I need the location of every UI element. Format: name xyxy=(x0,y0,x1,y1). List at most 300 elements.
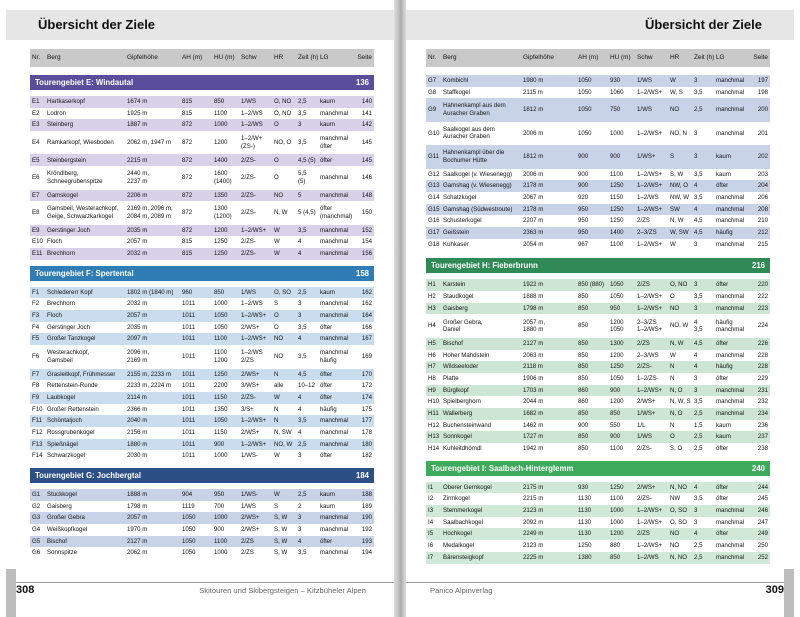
cell-hr: S, W xyxy=(274,537,288,545)
table-row xyxy=(30,201,374,224)
cell-schw: 1–2/WS xyxy=(637,193,659,201)
cell-gipfelhoehe: 1798 m xyxy=(127,502,148,510)
cell-hr: S, W xyxy=(274,549,288,557)
table-row xyxy=(30,236,374,248)
cell-hr: S, W xyxy=(670,170,684,178)
cell-hu: 550 xyxy=(610,421,621,429)
cell-gipfelhoehe: 1887 m xyxy=(127,121,148,129)
cell-lg: öfter xyxy=(716,483,729,491)
cell-hr: O, NO xyxy=(670,281,688,289)
cell-zeit: 4 xyxy=(694,530,698,538)
cell-ah: 860 xyxy=(578,386,589,394)
cell-hr: N xyxy=(274,417,279,425)
column-header-lg: LG xyxy=(320,54,329,62)
cell-ah: 1050 xyxy=(182,514,196,522)
cell-berg: Großer Tanzkogel xyxy=(47,335,96,343)
cell-berg: Gaisberg xyxy=(443,304,468,312)
cell-seite: 234 xyxy=(757,409,768,417)
table-row xyxy=(30,369,374,381)
cell-zeit: 3 xyxy=(694,77,698,85)
cell-schw: 1–2/WS+ xyxy=(637,205,663,213)
cell-hr: W xyxy=(274,452,280,460)
cell-ah: 872 xyxy=(182,191,193,199)
cell-hr: N, SW xyxy=(274,428,292,436)
cell-berg: Kombichl xyxy=(443,77,469,85)
cell-schw: 1–2/WS 2/ZS xyxy=(241,349,263,364)
cell-nr: H9 xyxy=(428,386,436,394)
cell-zeit: 3,5 xyxy=(298,109,307,117)
cell-ah: 1011 xyxy=(182,382,196,390)
cell-hu: 850 xyxy=(214,288,225,296)
cell-zeit: 5 (4,5) xyxy=(298,209,316,217)
cell-ah: 900 xyxy=(578,170,589,178)
cell-hr: W xyxy=(670,77,676,85)
cell-gipfelhoehe: 2035 m xyxy=(127,226,148,234)
cell-zeit: 3 xyxy=(298,121,302,129)
cell-gipfelhoehe: 2178 m xyxy=(523,205,544,213)
cell-nr: H10 xyxy=(428,398,440,406)
cell-gipfelhoehe: 2030 m xyxy=(127,452,148,460)
cell-nr: H6 xyxy=(428,351,436,359)
cell-schw: 1/WS+ xyxy=(637,409,656,417)
cell-nr: I7 xyxy=(428,553,434,561)
cell-nr: G9 xyxy=(428,106,437,114)
table-row xyxy=(30,501,374,513)
table-row xyxy=(30,392,374,404)
cell-ah: 1050 xyxy=(578,88,592,96)
cell-gipfelhoehe: 2169 m, 2096 m, 2084 m, 2089 m xyxy=(127,205,173,220)
cell-seite: 182 xyxy=(361,452,372,460)
column-header-s: Schw xyxy=(637,54,653,62)
cell-seite: 247 xyxy=(757,518,768,526)
cell-schw: 1–2/WS+ xyxy=(637,542,663,550)
cell-hu: 880 xyxy=(610,542,621,550)
cell-ah: 1130 xyxy=(578,530,592,538)
cell-hr: NO xyxy=(670,106,680,114)
cell-ah: 900 xyxy=(578,182,589,190)
table-row xyxy=(30,415,374,427)
cell-lg: häufig manchmal xyxy=(716,318,745,334)
cell-nr: E11 xyxy=(32,250,43,258)
cell-schw: 1/WS xyxy=(241,98,256,106)
cell-hu: 1300 (1200) xyxy=(214,205,232,220)
cell-berg: Weißkopfkogel xyxy=(47,526,88,534)
table-row xyxy=(426,338,770,350)
table-row xyxy=(30,547,374,559)
cell-berg: Steinberg xyxy=(47,121,74,129)
cell-seite: 150 xyxy=(361,209,372,217)
cell-zeit: 2,5 xyxy=(298,440,307,448)
cell-berg: Saalkogel aus dem Auracher Graben xyxy=(443,125,495,141)
cell-schw: 2/ZS- xyxy=(637,495,652,503)
cell-schw: 2–3/ZS xyxy=(637,229,657,237)
cell-seite: 146 xyxy=(361,174,372,182)
cell-seite: 197 xyxy=(757,77,768,85)
cell-berg: Floch xyxy=(47,312,62,320)
cell-hu: 1100 xyxy=(610,240,624,248)
cell-seite: 162 xyxy=(361,288,372,296)
cell-nr: E9 xyxy=(32,226,40,234)
cell-nr: G17 xyxy=(428,229,440,237)
cell-berg: Geißstein xyxy=(443,229,470,237)
cell-seite: 206 xyxy=(757,193,768,201)
cell-ah: 1380 xyxy=(578,553,592,561)
table-row xyxy=(426,482,770,494)
cell-seite: 249 xyxy=(757,530,768,538)
cell-hr: O, SO xyxy=(670,518,687,526)
cell-berg: Stuckkogel xyxy=(47,491,77,499)
cell-gipfelhoehe: 2363 m xyxy=(523,229,544,237)
cell-schw: 1/WS xyxy=(637,433,652,441)
table-row xyxy=(426,552,770,564)
cell-nr: E2 xyxy=(32,109,40,117)
cell-lg: manchmal xyxy=(320,226,349,234)
cell-lg: manchmal xyxy=(716,129,745,137)
cell-lg: öfter xyxy=(716,445,729,453)
cell-berg: Bürglkopf xyxy=(443,386,469,394)
cell-schw: 2/ZS xyxy=(637,281,650,289)
cell-gipfelhoehe: 1888 m xyxy=(523,293,544,301)
cell-lg: kaum xyxy=(716,170,731,178)
cell-seite: 174 xyxy=(361,393,372,401)
cell-gipfelhoehe: 2057 m, 1880 m xyxy=(523,318,546,334)
cell-zeit: 5 xyxy=(298,191,302,199)
cell-nr: G10 xyxy=(428,129,440,137)
table-spacer xyxy=(426,67,770,75)
cell-gipfelhoehe: 2092 m xyxy=(523,518,544,526)
cell-zeit: 4,5 xyxy=(298,370,307,378)
cell-nr: E7 xyxy=(32,191,40,199)
cell-schw: 1/WS xyxy=(637,77,652,85)
cell-hu: 1150 xyxy=(214,428,228,436)
table-row xyxy=(30,450,374,462)
cell-zeit: 10–12 xyxy=(298,382,315,390)
cell-seite: 172 xyxy=(361,382,372,390)
cell-schw: 2/WS+ xyxy=(637,483,656,491)
cell-lg: manchmal xyxy=(716,398,745,406)
cell-schw: 1–2/WS+ xyxy=(637,304,663,312)
cell-nr: F6 xyxy=(32,353,40,360)
cell-lg: öfter xyxy=(716,374,729,382)
cell-zeit: 3 xyxy=(298,300,302,308)
cell-schw: 1–2/WS+ xyxy=(637,507,663,515)
table-row xyxy=(30,536,374,548)
cell-hu: 1000 xyxy=(214,452,228,460)
table-row xyxy=(426,98,770,121)
cell-hr: NW, O xyxy=(670,182,688,190)
cell-gipfelhoehe: 1812 m xyxy=(523,106,544,114)
cell-berg: Schledererr Kopf xyxy=(47,288,93,296)
cell-schw: 1–2/WS+ xyxy=(637,88,663,96)
cell-berg: Großer Rettenstein xyxy=(47,405,99,413)
cell-schw: 1–2/WS xyxy=(637,553,659,561)
cell-seite: 202 xyxy=(757,153,768,161)
cell-seite: 177 xyxy=(361,417,372,425)
cell-schw: 2/ZS xyxy=(637,339,650,347)
cell-zeit: 4 xyxy=(694,351,698,359)
cell-nr: H2 xyxy=(428,293,436,301)
cell-zeit: 3 xyxy=(298,514,302,522)
cell-ah: 850 xyxy=(578,374,589,382)
cell-ah: 1130 xyxy=(578,518,592,526)
cell-nr: I6 xyxy=(428,542,434,550)
cell-hu: 1000 xyxy=(610,129,624,137)
cell-hr: NO xyxy=(670,530,680,538)
cell-nr: F4 xyxy=(32,323,40,331)
cell-hr: O xyxy=(274,312,279,320)
cell-nr: I5 xyxy=(428,530,434,538)
table-row xyxy=(426,145,770,168)
cell-berg: Brechhorn xyxy=(47,300,76,308)
cell-zeit: 2 xyxy=(298,502,302,510)
cell-lg: öfter (manchmal) xyxy=(320,205,353,220)
cell-gipfelhoehe: 2115 m xyxy=(523,88,543,96)
cell-schw: 1–2/WS xyxy=(241,121,263,129)
table-row xyxy=(30,298,374,310)
cell-hr: NO xyxy=(670,542,680,550)
cell-gipfelhoehe: 2114 m xyxy=(127,393,147,401)
cell-hu: 1600 (1400) xyxy=(214,170,232,185)
cell-hr: W, SW xyxy=(670,229,689,237)
cell-zeit: 3,5 xyxy=(298,417,307,425)
cell-seite: 145 xyxy=(361,138,372,146)
cell-berg: Gerstinger Joch xyxy=(47,226,91,234)
column-header-z: Zeit (h) xyxy=(298,54,318,62)
cell-hu: 850 xyxy=(610,409,621,417)
cell-schw: 2/ZS- xyxy=(241,156,256,164)
cell-schw: 2/ZS xyxy=(637,217,650,225)
cell-schw: 1–2/WS+ xyxy=(637,293,663,301)
cell-schw: 2/ZS- xyxy=(241,209,256,217)
cell-berg: Gamshag (v. Wiesenegg) xyxy=(443,182,512,190)
column-header-p: Seite xyxy=(357,54,372,62)
cell-zeit: 2,5 xyxy=(298,491,307,499)
cell-berg: Bärensteigkopf xyxy=(443,553,484,561)
cell-gipfelhoehe: 2155 m, 2233 m xyxy=(127,370,172,378)
group-header xyxy=(426,461,770,476)
cell-hr: S xyxy=(274,502,279,510)
cell-hu: 1250 xyxy=(214,250,228,258)
column-header-g: Gipfelhöhe xyxy=(127,54,158,62)
cell-seite: 212 xyxy=(757,229,768,237)
cell-nr: I3 xyxy=(428,507,434,515)
cell-hr: N, W xyxy=(670,339,684,347)
cell-nr: E8 xyxy=(32,209,40,217)
cell-berg: Staudkogel xyxy=(443,293,474,301)
cell-lg: manchmal xyxy=(320,549,349,557)
group-title: Tourengebiet F: Spertental xyxy=(35,268,134,278)
cell-berg: Gamskogel xyxy=(47,191,78,199)
cell-hr: W xyxy=(274,250,280,258)
cell-nr: G1 xyxy=(32,491,41,499)
cell-gipfelhoehe: 1682 m xyxy=(523,409,544,417)
cell-schw: 1–2/WS+ xyxy=(637,386,663,394)
cell-lg: manchmal xyxy=(716,217,745,225)
cell-lg: kaum xyxy=(716,421,731,429)
cell-schw: 1–2/WS+ xyxy=(241,335,267,343)
cell-hr: N xyxy=(274,405,279,413)
cell-lg: manchmal xyxy=(716,240,745,248)
cell-zeit: 2,5 xyxy=(694,445,703,453)
cell-ah: 950 xyxy=(578,205,589,213)
cell-seite: 154 xyxy=(361,238,372,246)
cell-hu: 1250 xyxy=(610,363,624,371)
page-edge-tab xyxy=(6,569,16,617)
cell-hr: NO xyxy=(274,353,284,360)
cell-zeit: 3 xyxy=(694,507,698,515)
column-header-lg: LG xyxy=(716,54,725,62)
cell-nr: G18 xyxy=(428,240,440,248)
cell-gipfelhoehe: 2067 m xyxy=(523,193,544,201)
cell-hr: N xyxy=(670,374,675,382)
cell-ah: 1011 xyxy=(182,440,196,448)
cell-hu: 900 xyxy=(214,440,225,448)
group-page: 158 xyxy=(355,268,369,278)
cell-ah: 900 xyxy=(578,153,589,161)
running-footer: Panico Alpinverlag xyxy=(430,586,493,595)
cell-gipfelhoehe: 2225 m xyxy=(523,553,544,561)
cell-hu: 1150 xyxy=(214,393,228,401)
cell-berg: Ramkarkopf, Wiesboden xyxy=(47,138,114,146)
cell-hr: N xyxy=(274,370,279,378)
cell-nr: E1 xyxy=(32,98,40,106)
cell-hr: O, NO xyxy=(274,98,292,106)
cell-ah: 1119 xyxy=(182,502,195,510)
cell-lg: manchmal häufig xyxy=(320,349,349,364)
cell-ah: 950 xyxy=(578,229,589,237)
cell-zeit: 3,5 xyxy=(298,226,307,234)
cell-schw: 1–2/WS+ xyxy=(637,170,663,178)
cell-lg: manchmal xyxy=(716,88,745,96)
cell-gipfelhoehe: 2156 m xyxy=(127,428,148,436)
cell-seite: 208 xyxy=(757,205,768,213)
cell-hu: 700 xyxy=(214,502,225,510)
cell-lg: öfter xyxy=(320,452,333,460)
cell-ah: 1011 xyxy=(182,312,196,320)
cell-nr: H7 xyxy=(428,363,436,371)
cell-ah: 850 xyxy=(578,322,589,330)
cell-zeit: 4 xyxy=(694,205,698,213)
cell-nr: H1 xyxy=(428,281,436,289)
cell-hu: 1000 xyxy=(214,514,228,522)
cell-nr: E5 xyxy=(32,156,40,164)
cell-hu: 1250 xyxy=(214,238,228,246)
cell-ah: 850 xyxy=(578,409,589,417)
cell-gipfelhoehe: 2233 m, 2224 m xyxy=(127,382,172,390)
cell-nr: G5 xyxy=(32,537,41,545)
cell-ah: 1050 xyxy=(182,549,196,557)
group-page: 216 xyxy=(751,261,765,271)
cell-ah: 850 xyxy=(578,351,589,359)
cell-gipfelhoehe: 2063 m xyxy=(523,351,544,359)
cell-seite: 250 xyxy=(757,542,768,550)
cell-berg: Sonnkogel xyxy=(443,433,472,441)
cell-hu: 1100 xyxy=(610,495,624,503)
cell-ah: 950 xyxy=(578,217,589,225)
table-row xyxy=(30,333,374,345)
cell-lg: öfter xyxy=(320,370,333,378)
cell-hr: SW xyxy=(670,205,680,213)
cell-seite: 162 xyxy=(361,300,372,308)
cell-zeit: 4 3,5 xyxy=(694,318,703,334)
table-row xyxy=(426,385,770,397)
cell-ah: 1011 xyxy=(182,353,196,360)
cell-hu: 950 xyxy=(214,491,225,499)
cell-hu: 1200 xyxy=(610,398,624,406)
cell-zeit: 3 xyxy=(694,374,698,382)
group-header xyxy=(30,266,374,281)
cell-berg: Wildseeloder xyxy=(443,363,479,371)
cell-seite: 246 xyxy=(757,507,768,515)
cell-berg: Zirmkogel xyxy=(443,495,470,503)
cell-gipfelhoehe: 2035 m xyxy=(127,323,148,331)
cell-gipfelhoehe: 2366 m xyxy=(127,405,148,413)
cell-hu: 2200 xyxy=(214,382,228,390)
cell-seite: 166 xyxy=(361,323,372,331)
cell-zeit: 3,5 xyxy=(694,293,703,301)
cell-ah: 1011 xyxy=(182,452,196,460)
cell-nr: F3 xyxy=(32,312,40,320)
cell-nr: G2 xyxy=(32,502,41,510)
cell-hr: N, NO xyxy=(670,483,687,491)
cell-hr: S, W xyxy=(274,526,288,534)
cell-seite: 244 xyxy=(757,483,768,491)
cell-ah: 1050 xyxy=(182,537,196,545)
cell-hu: 1400 xyxy=(214,156,228,164)
table-row xyxy=(426,431,770,443)
group-title: Tourengebiet I: Saalbach-Hinterglemm xyxy=(431,463,574,473)
cell-lg: manchmal xyxy=(320,440,349,448)
column-header-b: Berg xyxy=(443,54,457,62)
cell-seite: 148 xyxy=(361,191,372,199)
cell-schw: 2/WS+ xyxy=(241,526,260,534)
cell-ah: 815 xyxy=(182,250,193,258)
cell-gipfelhoehe: 1703 m xyxy=(523,386,544,394)
cell-ah: 850 xyxy=(578,433,589,441)
cell-hr: N xyxy=(670,363,675,371)
cell-hu: 1150 xyxy=(610,193,624,201)
cell-seite: 193 xyxy=(361,537,372,545)
cell-hr: NO xyxy=(274,335,284,343)
cell-gipfelhoehe: 2215 m xyxy=(127,156,148,164)
cell-schw: 2–3/ZS 1–2/WS+ xyxy=(637,318,663,334)
cell-berg: Schwarzkogel xyxy=(47,452,85,460)
cell-gipfelhoehe: 2057 m xyxy=(127,514,148,522)
cell-schw: 1–2/WS xyxy=(241,300,263,308)
cell-lg: manchmal xyxy=(716,193,745,201)
cell-hu: 850 xyxy=(214,98,225,106)
table-row xyxy=(30,131,374,154)
cell-hu: 1200 1050 xyxy=(610,318,624,334)
book-gutter xyxy=(394,0,406,617)
cell-berg: Saalbachkogel xyxy=(443,518,483,526)
table-row xyxy=(426,420,770,432)
table-row xyxy=(426,291,770,303)
cell-seite: 170 xyxy=(361,370,372,378)
cell-seite: 203 xyxy=(757,170,768,178)
cell-ah: 872 xyxy=(182,174,193,182)
cell-berg: Hahnenkampl aus dem Auracher Graben xyxy=(443,102,506,118)
cell-ah: 1130 xyxy=(578,507,592,515)
cell-zeit: 3,5 xyxy=(694,170,703,178)
cell-gipfelhoehe: 1980 m xyxy=(523,77,544,85)
table-row xyxy=(426,373,770,385)
cell-hr: NO, N xyxy=(670,129,687,137)
cell-hu: 1100 xyxy=(214,537,228,545)
overview-table xyxy=(426,49,770,564)
cell-nr: F11 xyxy=(32,417,43,425)
cell-hr: N, O xyxy=(670,409,683,417)
